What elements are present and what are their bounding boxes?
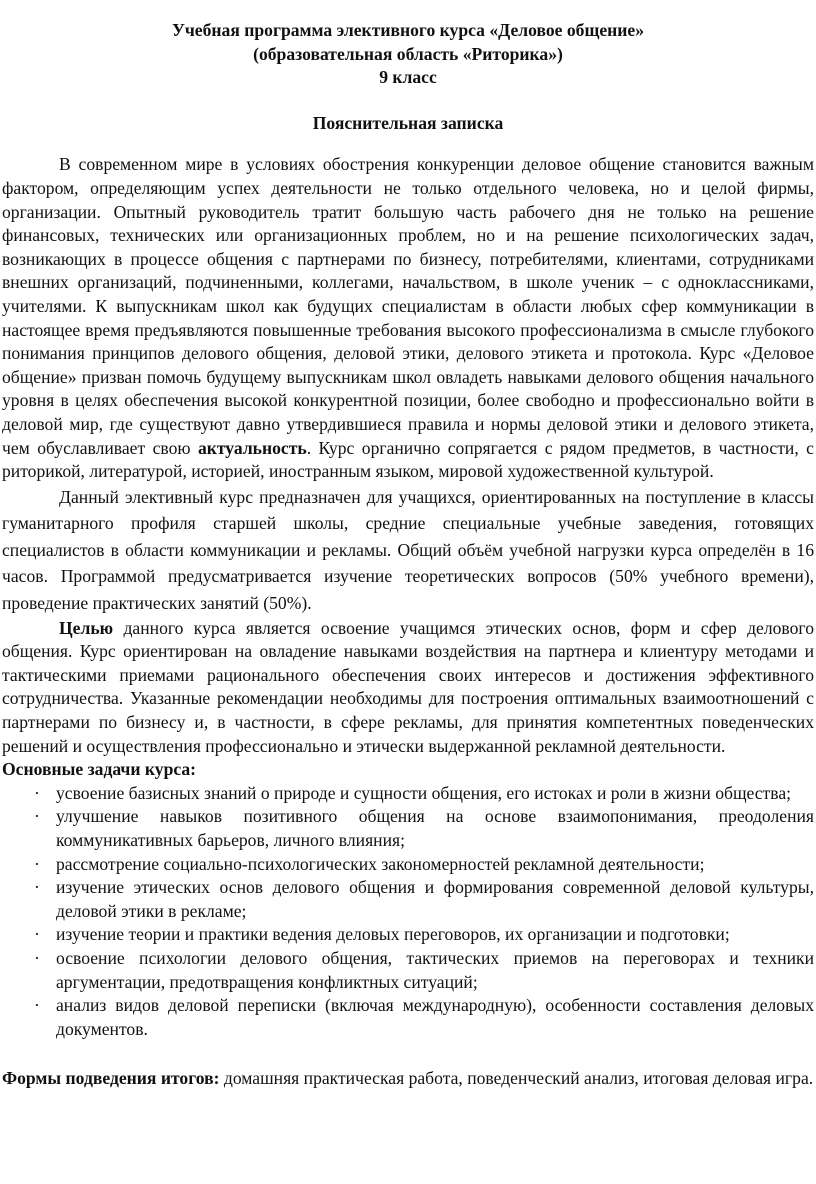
assessment-forms-text: домашняя практическая работа, поведенческий анализ, итоговая деловая игра. bbox=[219, 1068, 814, 1089]
list-item bbox=[2, 947, 814, 994]
paragraph-relevance bbox=[2, 153, 814, 483]
list-item bbox=[2, 853, 814, 877]
paragraph-course-goal-text: данного курса является освоение учащимся этических основ, форм и сфер делового общения. Курс ориентирован на овладение навыками воздействия на партнера и клиентуру методами и тактическими приемами рационального обеспечения своих интересов и достижения эффективного сотрудничества. Указанные рекомендации необходимы для построения оптимальных взаимоотношений с партнерами по бизнесу и, в частности, в сфере рекламы, для принятия компетентных поведенческих решений и осуществления профессионально и этически выдержанной рекламной деятельности. bbox=[2, 617, 814, 756]
paragraph-relevance-text-1: В современном мире в условиях обострения конкуренции деловое общение становится важным фактором, определяющим успех деятельности не только отдельного человека, но и целой фирмы, организации. Опытный руководитель тратит большую часть рабочего дня не только на решение финансовых, технических или организационных проблем, но и на решение психологических задач, возникающих в процессе общения с партнерами по бизнесу, потребителями, клиентами, сотрудниками внешних организаций, подчиненными, коллегами, начальством, в школе ученик – с одноклассниками, учителями. К выпускникам школ как будущих специалистам в области любых сфер коммуникации в настоящее время предъявляются повышенные требования высокого профессионализма в смысле глубокого понимания принципов делового общения, деловой этики, делового этикета и протокола. Курс «Деловое общение» призван помочь будущему выпускникам школ овладеть навыками делового общения начального уровня в целях обеспечения высокой конкурентной позиции, более свободно и профессионально войти в деловой мир, где существуют давно утвердившиеся правила и нормы деловой этики и делового этикета, чем обуславливает свою bbox=[2, 154, 814, 458]
bullet-icon: · bbox=[34, 853, 40, 874]
assessment-forms-label: Формы подведения итогов: bbox=[2, 1068, 220, 1089]
goal-term: Целью bbox=[59, 617, 114, 638]
bullet-icon: · bbox=[34, 947, 40, 968]
bullet-icon: · bbox=[34, 877, 40, 898]
bullet-icon: · bbox=[34, 806, 40, 827]
bullet-icon: · bbox=[34, 995, 40, 1016]
tasks-heading: Основные задачи курса: bbox=[2, 759, 197, 780]
list-item bbox=[2, 805, 814, 852]
paragraph-course-audience: Данный элективный курс предназначен для учащихся, ориентированных на поступление в классы гуманитарного профиля старшей школы, средние специальные учебные заведения, готовящих специалистов в области коммуникации и рекламы. Общий объём учебной нагрузки курса определён в 16 часов. Программой предусматривается изучение теоретических вопросов (50% учебного времени), проведение практических занятий (50%). bbox=[2, 486, 814, 614]
list-item-text: рассмотрение социально-психологических закономерностей рекламной деятельности; bbox=[56, 853, 705, 874]
spacer bbox=[2, 90, 814, 112]
list-item-text: изучение теории и практики ведения деловых переговоров, их организации и подготовки; bbox=[56, 924, 730, 945]
relevance-term: актуальность bbox=[197, 437, 307, 458]
list-item-text: освоение психологии делового общения, тактических приемов на переговорах и техники аргументации, предотвращения конфликтных ситуаций; bbox=[56, 947, 814, 992]
list-item bbox=[2, 923, 814, 947]
list-item-text: изучение этических основ делового общения и формирования современной деловой культуры, деловой этики в рекламе; bbox=[56, 877, 814, 921]
tasks-list bbox=[2, 782, 814, 1042]
explanatory-note-heading: Пояснительная записка bbox=[312, 112, 504, 133]
paragraph-course-goal bbox=[2, 617, 814, 759]
program-title-line1: Учебная программа элективного курса «Деловое общение» bbox=[171, 20, 645, 40]
paragraph-relevance-text-2: . Курс органично сопрягается с рядом предметов, в частности, с риторикой, литературой, историей, иностранным языком, мировой художественной культурой. bbox=[2, 437, 814, 482]
list-item-text: улучшение навыков позитивного общения на основе взаимопонимания, преодоления коммуникативных барьеров, личного влияния; bbox=[56, 806, 814, 850]
spacer bbox=[2, 1041, 814, 1065]
bullet-icon: · bbox=[34, 782, 40, 803]
list-item bbox=[2, 994, 814, 1041]
list-item-text: анализ видов деловой переписки (включая международную), особенности составления деловых документов. bbox=[56, 995, 814, 1039]
list-item bbox=[2, 782, 814, 806]
bullet-icon: · bbox=[34, 924, 40, 945]
program-title-line2: (образовательная область «Риторика») bbox=[253, 43, 563, 64]
list-item-text: усвоение базисных знаний о природе и сущности общения, его истоках и роли в жизни общества; bbox=[56, 782, 792, 803]
program-grade: 9 класс bbox=[379, 67, 437, 88]
assessment-forms bbox=[2, 1065, 814, 1092]
list-item bbox=[2, 876, 814, 923]
